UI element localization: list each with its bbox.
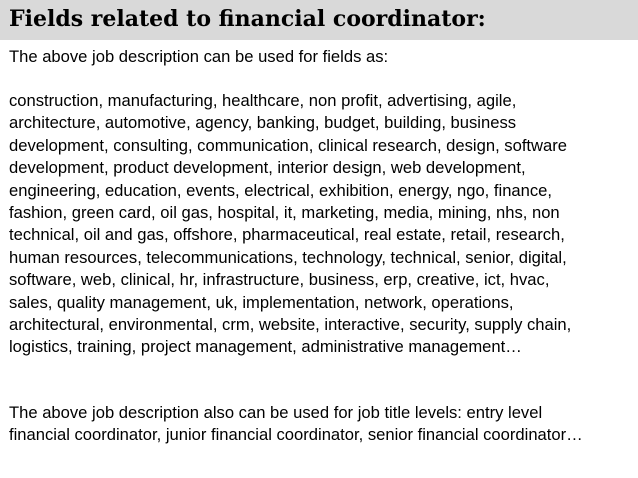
fields-line: architecture, automotive, agency, banking, budget, building, business	[9, 113, 517, 133]
fields-line: sales, quality management, uk, implementation, network, operations,	[9, 292, 514, 312]
slide-title: Fields related to financial coordinator:	[9, 6, 486, 32]
levels-paragraph	[9, 402, 633, 447]
fields-line: logistics, training, project management, administrative management…	[9, 337, 522, 357]
fields-line: software, web, clinical, hr, infrastructure, business, erp, creative, ict, hvac,	[9, 270, 550, 290]
fields-line: technical, oil and gas, offshore, pharmaceutical, real estate, retail, research,	[9, 225, 565, 245]
fields-line: development, consulting, communication, clinical research, design, software	[9, 135, 568, 155]
intro-text: The above job description can be used for fields as:	[9, 47, 389, 66]
levels-line: financial coordinator, junior financial coordinator, senior financial coordinator…	[9, 425, 583, 445]
fields-line: architectural, environmental, crm, website, interactive, security, supply chain,	[9, 315, 572, 335]
fields-line: construction, manufacturing, healthcare, non profit, advertising, agile,	[9, 91, 517, 110]
fields-line: fashion, green card, oil gas, hospital, it, marketing, media, mining, nhs, non	[9, 203, 560, 223]
fields-line: human resources, telecommunications, technology, technical, senior, digital,	[9, 247, 567, 267]
fields-line: engineering, education, events, electrical, exhibition, energy, ngo, finance,	[9, 180, 553, 200]
fields-paragraph	[9, 90, 633, 359]
title-bar	[0, 0, 638, 40]
levels-line: The above job description also can be used for job title levels: entry level	[9, 403, 543, 422]
fields-line: development, product development, interior design, web development,	[9, 158, 526, 178]
